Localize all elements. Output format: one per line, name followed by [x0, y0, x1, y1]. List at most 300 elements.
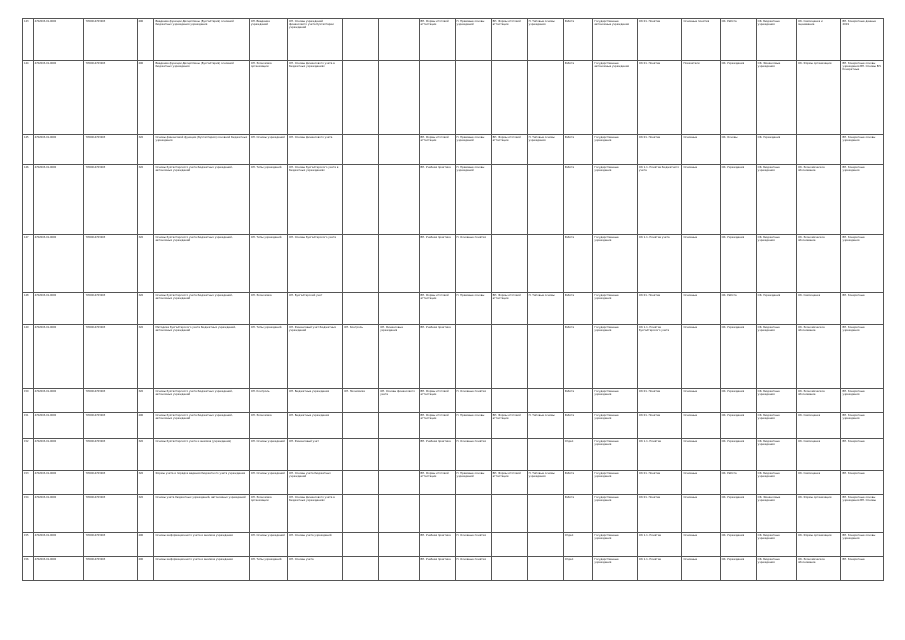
table-cell-c19: ОК. Бюджетные учреждения — [756, 533, 796, 557]
table-cell-no: 146 — [23, 165, 34, 235]
table-cell-c13 — [527, 165, 563, 235]
table-cell-hours: 496 — [137, 19, 154, 61]
table-cell-c12 — [491, 495, 527, 533]
table-cell-c7: ОП. Основы учета бюджетных учреждений — [288, 471, 343, 495]
table-row — [23, 495, 884, 533]
table-cell-c11: П. Правовые основы учреждений — [455, 135, 491, 165]
table-cell-c18: ОК. Учреждения — [720, 533, 756, 557]
table-cell-c14: Отдел — [563, 533, 593, 557]
table-cell-c7: ОП. Бухгалтерский учет — [288, 293, 343, 325]
table-cell-c18: ОК. Учреждения — [720, 235, 756, 293]
table-cell-c9 — [379, 135, 419, 165]
table-cell-c17: Основные — [682, 235, 720, 293]
table-cell-c19: ОК. Учреждения — [756, 293, 796, 325]
table-cell-c15: Государственные автономные учреждения — [593, 19, 638, 61]
table-cell-c14: Работа — [563, 165, 593, 235]
table-cell-c8 — [343, 471, 379, 495]
table-cell-code_b: 7050014703003 — [84, 533, 137, 557]
table-cell-no: 150 — [23, 389, 34, 413]
table-cell-c19: ОК. Бюджетные учреждения — [756, 235, 796, 293]
table-cell-c13 — [527, 533, 563, 557]
table-cell-no: 143 — [23, 19, 34, 61]
table-cell-name: Основы учета бюджетных учреждений, автономных учреждений — [154, 495, 249, 533]
table-cell-c17: Основные — [682, 471, 720, 495]
table-cell-c16: ОК 01. Понятие — [637, 293, 682, 325]
table-cell-c17: Основные понятия — [682, 19, 720, 61]
table-cell-c18: ОК. Работа — [720, 471, 756, 495]
table-cell-c6: ОП. Типы учреждений — [249, 557, 287, 581]
table-cell-c7: ОП. Бюджетные учреждения — [288, 413, 343, 439]
table-cell-hours: 496 — [137, 413, 154, 439]
table-cell-code_a: 4702003-01-0000 — [33, 19, 84, 61]
table-cell-c10: ВП. Формы итоговой аттестации — [419, 471, 455, 495]
table-cell-c21: ВП. Конкретные учреждения — [841, 235, 884, 293]
table-cell-name: Основы бухгалтерского учета бюджетных учреждений, автономных учреждений — [154, 389, 249, 413]
table-cell-c10: ВП. Формы итоговой аттестации — [419, 135, 455, 165]
table-cell-c8: ОП. Контроль — [343, 325, 379, 389]
table-cell-c8 — [343, 19, 379, 61]
table-cell-c18: ОК. Учреждения — [720, 495, 756, 533]
registry-sheet — [22, 18, 884, 581]
table-cell-no: 155 — [23, 533, 34, 557]
table-cell-c19: ОК. Финансовые учреждения — [756, 61, 796, 135]
table-cell-c18: ОК. Учреждения — [720, 325, 756, 389]
table-cell-c15: Государственные учреждения — [593, 135, 638, 165]
table-cell-c10: ВП. Формы итоговой аттестации — [419, 19, 455, 61]
table-cell-no: 151 — [23, 413, 34, 439]
table-cell-no: 148 — [23, 293, 34, 325]
table-cell-c9 — [379, 533, 419, 557]
table-cell-c6: ОП. Основы учреждений — [249, 135, 287, 165]
table-cell-code_b: 7050014703003 — [84, 165, 137, 235]
table-cell-c17: Основные — [682, 389, 720, 413]
table-cell-code_b: 7050014703003 — [84, 389, 137, 413]
table-cell-c12 — [491, 557, 527, 581]
table-cell-c21: ВП. Конкретные — [841, 439, 884, 471]
table-cell-code_b: 7050014703003 — [84, 235, 137, 293]
table-cell-c8: ОП. Экономика — [343, 389, 379, 413]
table-cell-c11: П. Правовые основы учреждений — [455, 165, 491, 235]
table-row — [23, 19, 884, 61]
table-cell-c17: Основные — [682, 135, 720, 165]
table-cell-c20: ОК. Формы организации — [796, 61, 841, 135]
table-cell-c14: Работа — [563, 325, 593, 389]
table-cell-name: Введение функции Дисциплины (Бухгалтерия) основной бюджетных учреждения — [154, 61, 249, 135]
table-cell-code_a: 4702003-01-0000 — [33, 389, 84, 413]
table-cell-c18: ОК. Учреждения — [720, 439, 756, 471]
table-cell-c16: ОК 1.1. Понятие учета — [637, 235, 682, 293]
table-cell-hours: 496 — [137, 533, 154, 557]
table-cell-c17: Показатели — [682, 61, 720, 135]
table-cell-c19: ОК. Финансовые учреждения — [756, 495, 796, 533]
table-cell-c13: П. Типовые основы учреждения — [527, 471, 563, 495]
table-cell-c6: ОП. Типы учреждений — [249, 235, 287, 293]
table-row — [23, 235, 884, 293]
table-cell-c16: ОК 01. Понятие — [637, 413, 682, 439]
table-cell-hours: 326 — [137, 235, 154, 293]
table-cell-c19: ОК. Бюджетные учреждения — [756, 413, 796, 439]
table-cell-code_b: 7050014703003 — [84, 439, 137, 471]
table-cell-c7: ОП. Основы бухгалтерского учета — [288, 235, 343, 293]
table-cell-c16: ОК 1.1. Понятие — [637, 557, 682, 581]
table-cell-c15: Государственные автономные учреждения — [593, 61, 638, 135]
table-row — [23, 135, 884, 165]
table-cell-c15: Государственные учреждения — [593, 471, 638, 495]
table-cell-name: Формы учета и порядок ведения бюджетного учета учреждения — [154, 471, 249, 495]
table-cell-c21: ВП. Конкретные — [841, 471, 884, 495]
table-cell-c18: ОК. Учреждения — [720, 165, 756, 235]
table-cell-c8 — [343, 293, 379, 325]
table-cell-c7: ОП. Основы финансового учета в бюджетных учреждениях — [288, 495, 343, 533]
table-cell-c17: Основные — [682, 495, 720, 533]
table-cell-code_b: 7050014703003 — [84, 19, 137, 61]
table-cell-c6: ОП. Экономика — [249, 293, 287, 325]
table-cell-c6: ОП. Экономика организации — [249, 495, 287, 533]
table-cell-c14: Работа — [563, 235, 593, 293]
table-cell-c21: ВП. Конкретные учреждения — [841, 325, 884, 389]
table-cell-c19: ОК. Бюджетные учреждения — [756, 557, 796, 581]
table-cell-hours: 326 — [137, 495, 154, 533]
table-cell-code_a: 4702003-01-0000 — [33, 235, 84, 293]
table-cell-no: 152 — [23, 439, 34, 471]
table-cell-c9 — [379, 413, 419, 439]
table-cell-c19: ОК. Бюджетные учреждения — [756, 165, 796, 235]
table-cell-c18: ОК. Работа — [720, 293, 756, 325]
table-cell-c13 — [527, 495, 563, 533]
table-row — [23, 557, 884, 581]
table-cell-c12 — [491, 533, 527, 557]
table-cell-c13 — [527, 61, 563, 135]
table-cell-c13: П. Типовые основы учреждения — [527, 135, 563, 165]
table-cell-code_b: 7050014703003 — [84, 325, 137, 389]
table-cell-c16: ОК 1.1. Понятие — [637, 533, 682, 557]
table-cell-c20 — [796, 135, 841, 165]
table-cell-c9 — [379, 557, 419, 581]
table-cell-c18: ОК. Учреждения — [720, 61, 756, 135]
table-cell-c15: Государственные учреждения — [593, 165, 638, 235]
table-cell-hours: 326 — [137, 293, 154, 325]
table-cell-c18: ОК. Работа — [720, 19, 756, 61]
table-cell-c12 — [491, 165, 527, 235]
table-cell-c6: ОП. Основы учреждений — [249, 471, 287, 495]
table-cell-c16: ОК 1.1. Понятие — [637, 439, 682, 471]
table-cell-c13 — [527, 235, 563, 293]
table-cell-c14: Отдел — [563, 439, 593, 471]
table-cell-c11: П. Основные понятия — [455, 235, 491, 293]
table-cell-c10: ВП. Формы итоговой аттестации — [419, 413, 455, 439]
table-cell-code_a: 4702003-01-0000 — [33, 413, 84, 439]
table-cell-c11: П. Правовые основы — [455, 413, 491, 439]
table-row — [23, 325, 884, 389]
table-cell-name: Основы финансовой функции (Бухгалтерия) основной бюджетных учреждения — [154, 135, 249, 165]
table-row — [23, 439, 884, 471]
table-cell-code_a: 4702003-01-0000 — [33, 439, 84, 471]
table-cell-c19: ОК. Бюджетные учреждения — [756, 439, 796, 471]
table-cell-c15: Государственные учреждения — [593, 557, 638, 581]
table-cell-c10: ВП. Учебная практика — [419, 557, 455, 581]
table-cell-c12 — [491, 439, 527, 471]
table-cell-code_b: 7050014703003 — [84, 495, 137, 533]
table-cell-c21: ВП. Конкретные основы учреждения — [841, 533, 884, 557]
table-cell-c21: ВП. Конкретные — [841, 557, 884, 581]
table-cell-c18: ОК. Учреждения — [720, 413, 756, 439]
table-cell-no: 156 — [23, 557, 34, 581]
table-cell-no: 149 — [23, 325, 34, 389]
table-cell-c11 — [455, 325, 491, 389]
table-cell-c8 — [343, 439, 379, 471]
table-cell-c11: П. Правовые основы — [455, 293, 491, 325]
table-cell-hours: 326 — [137, 165, 154, 235]
table-row — [23, 471, 884, 495]
table-cell-code_a: 4702003-01-0000 — [33, 61, 84, 135]
table-cell-c12: ВП. Формы итоговой аттестации — [491, 413, 527, 439]
table-cell-c12 — [491, 235, 527, 293]
table-cell-c13 — [527, 557, 563, 581]
table-cell-c10: ВП. Учебная практика — [419, 439, 455, 471]
table-cell-code_b: 7050014703003 — [84, 413, 137, 439]
table-cell-c20: ОК. Экономическое обоснование — [796, 557, 841, 581]
table-cell-c7: ОП. Финансовый учет — [288, 439, 343, 471]
registry-rows — [23, 19, 884, 581]
table-cell-c11: П. Основные понятия — [455, 557, 491, 581]
table-cell-c6: ОП. Типы учреждений — [249, 165, 287, 235]
table-cell-c21: ВП. Конкретные основы учреждения ВП. Основы — [841, 495, 884, 533]
table-cell-c10: ВП. Учебная практика — [419, 235, 455, 293]
table-cell-c14: Работа — [563, 413, 593, 439]
table-cell-c18: ОК. Учреждения — [720, 557, 756, 581]
table-cell-c10: ВП. Учебная практика — [419, 533, 455, 557]
table-cell-c14: Работа — [563, 293, 593, 325]
table-cell-c9 — [379, 495, 419, 533]
table-cell-c11: П. Основные понятия — [455, 533, 491, 557]
table-cell-c20: ОК. Экономическое обоснование — [796, 325, 841, 389]
table-cell-c20: ОК. Формы организации — [796, 533, 841, 557]
table-cell-hours: 496 — [137, 61, 154, 135]
table-cell-c7: ОП. Основы финансового учета в бюджетных учреждениях — [288, 61, 343, 135]
table-cell-c21: ВП. Конкретные основы учреждения — [841, 135, 884, 165]
table-cell-name: Введение функции Дисциплины (Бухгалтерия) основной бюджетных учреждения учреждения — [154, 19, 249, 61]
table-cell-c7: ОП. Основы учета — [288, 557, 343, 581]
table-cell-c21: ВП. Конкретные учреждения — [841, 165, 884, 235]
table-cell-code_b: 7050014703003 — [84, 471, 137, 495]
table-cell-c12 — [491, 389, 527, 413]
table-cell-c6: ОП. Основы учреждений — [249, 439, 287, 471]
table-cell-code_b: 7050014703003 — [84, 61, 137, 135]
table-cell-hours: 496 — [137, 557, 154, 581]
table-cell-c14: Работа — [563, 61, 593, 135]
table-cell-c16: ОК 1.1. Понятие бухгалтерского учета — [637, 325, 682, 389]
registry-table — [22, 18, 884, 581]
table-cell-name: Основы бухгалтерского учета бюджетных учреждений, автономных учреждений — [154, 165, 249, 235]
table-cell-no: 147 — [23, 235, 34, 293]
table-cell-c14: Работа — [563, 135, 593, 165]
table-cell-c10: ВП. Учебная практика — [419, 325, 455, 389]
table-cell-c12: ВП. Формы итоговой аттестации — [491, 471, 527, 495]
table-cell-c8 — [343, 413, 379, 439]
table-cell-no: 145 — [23, 135, 34, 165]
table-cell-c21: ВП. Конкретные учреждения — [841, 413, 884, 439]
table-cell-c14: Работа — [563, 471, 593, 495]
table-cell-c9 — [379, 439, 419, 471]
table-cell-c14: Отдел — [563, 557, 593, 581]
table-cell-c14: Работа — [563, 19, 593, 61]
table-cell-c9 — [379, 471, 419, 495]
table-cell-code_a: 4702003-01-0000 — [33, 557, 84, 581]
table-cell-c9 — [379, 61, 419, 135]
table-cell-c10: ВП. Формы итоговой аттестации — [419, 389, 455, 413]
table-cell-c21: ВП. Конкретные учреждения — [841, 389, 884, 413]
table-cell-c19: ОК. Бюджетные учреждения — [756, 325, 796, 389]
table-cell-c7: ОП. Финансовый учет бюджетных учреждений — [288, 325, 343, 389]
table-cell-c21: ВП. Конкретные — [841, 293, 884, 325]
table-cell-c11 — [455, 61, 491, 135]
table-cell-c13 — [527, 389, 563, 413]
table-cell-code_b: 7050014703003 — [84, 293, 137, 325]
table-cell-c15: Государственные учреждения — [593, 293, 638, 325]
table-cell-name: Основы бухгалтерского учета бюджетных учреждений, автономных учреждений — [154, 235, 249, 293]
table-cell-c10: ВП. Формы итоговой аттестации — [419, 293, 455, 325]
table-cell-c19: ОК. Учреждения — [756, 135, 796, 165]
table-cell-c7: ОП. Бюджетные учреждения — [288, 389, 343, 413]
table-cell-c21: ВП. Конкретные основы учреждения ВП. Основы ВП. Конкретные — [841, 61, 884, 135]
table-cell-c17: Основные — [682, 293, 720, 325]
table-row — [23, 533, 884, 557]
table-cell-c12: ВП. Формы итоговой аттестации — [491, 19, 527, 61]
table-cell-c20: ОК. Экономическое обоснование — [796, 235, 841, 293]
table-cell-hours: 326 — [137, 471, 154, 495]
table-cell-c10 — [419, 495, 455, 533]
table-cell-c15: Государственные учреждения — [593, 235, 638, 293]
table-cell-c16: ОК 01. Понятие — [637, 471, 682, 495]
table-row — [23, 61, 884, 135]
table-cell-c20: ОК. Экономическое обоснование — [796, 165, 841, 235]
table-cell-name: Основы бухгалтерского учета бюджетных учреждений, автономных учреждений — [154, 413, 249, 439]
table-cell-c6: ОП. Основы учреждений — [249, 533, 287, 557]
table-cell-c13: П. Типовые основы — [527, 413, 563, 439]
table-cell-c6: ОП. Экономика — [249, 413, 287, 439]
table-cell-code_a: 4702003-01-0000 — [33, 325, 84, 389]
table-cell-c20: ОК. Самооценка и оценивание — [796, 19, 841, 61]
table-cell-c12 — [491, 61, 527, 135]
table-cell-hours: 326 — [137, 325, 154, 389]
table-cell-c20: ОК. Самооценка — [796, 413, 841, 439]
table-cell-c20: ОК. Формы организации — [796, 495, 841, 533]
table-cell-c14: Работа — [563, 495, 593, 533]
table-cell-name: Основы информационного учета и анализа учреждения — [154, 557, 249, 581]
table-cell-c7: ОП. Основы бухгалтерского учета в бюджетных учреждениях — [288, 165, 343, 235]
table-row — [23, 165, 884, 235]
table-cell-code_b: 7050014703003 — [84, 557, 137, 581]
table-cell-c16: ОК 01. Понятие — [637, 135, 682, 165]
table-cell-c6: ОП. Экономика организации — [249, 61, 287, 135]
table-cell-no: 144 — [23, 61, 34, 135]
table-cell-c12: ВП. Формы итоговой аттестации — [491, 135, 527, 165]
table-cell-c15: Государственные учреждения — [593, 439, 638, 471]
table-cell-c8 — [343, 495, 379, 533]
table-cell-c17: Основные — [682, 413, 720, 439]
table-cell-c18: ОК. Основы — [720, 135, 756, 165]
table-cell-hours: 326 — [137, 135, 154, 165]
table-cell-code_a: 4702003-01-0000 — [33, 533, 84, 557]
table-cell-name: Методика бухгалтерского учета бюджетных учреждений, автономных учреждений — [154, 325, 249, 389]
table-row — [23, 293, 884, 325]
table-row — [23, 413, 884, 439]
table-cell-c8 — [343, 557, 379, 581]
table-cell-c17: Основные — [682, 439, 720, 471]
table-cell-c15: Государственные учреждения — [593, 533, 638, 557]
table-cell-c20: ОК. Самооценка — [796, 471, 841, 495]
table-cell-c20: ОК. Самооценка — [796, 293, 841, 325]
table-cell-c10: ВП. Учебная практика — [419, 165, 455, 235]
table-cell-c17: Основные — [682, 557, 720, 581]
table-cell-c7: ОП. Основы финансового учета — [288, 135, 343, 165]
table-cell-code_a: 4702003-01-0000 — [33, 495, 84, 533]
table-cell-c16: ОК 01. Понятие — [637, 61, 682, 135]
table-row — [23, 389, 884, 413]
table-cell-c17: Основные — [682, 533, 720, 557]
table-cell-c15: Государственные учреждения — [593, 413, 638, 439]
table-cell-no: 153 — [23, 471, 34, 495]
table-cell-name: Основы бухгалтерского учета бюджетных учреждений, автономных учреждений — [154, 293, 249, 325]
table-cell-c7: ОП. Основы учета учреждений — [288, 533, 343, 557]
table-cell-c16: ОК 01. Понятие — [637, 19, 682, 61]
table-cell-c19: ОК. Бюджетные учреждения — [756, 389, 796, 413]
table-cell-c17: Основные — [682, 165, 720, 235]
table-cell-c11: П. Основные понятия — [455, 389, 491, 413]
table-cell-c13 — [527, 325, 563, 389]
table-cell-c13: П. Типовые основы — [527, 293, 563, 325]
table-cell-name: Основы информационного учета и анализа учреждения — [154, 533, 249, 557]
table-cell-c21: ВП. Конкретные данные 2019 — [841, 19, 884, 61]
table-cell-hours: 326 — [137, 389, 154, 413]
table-cell-c17: Основные — [682, 325, 720, 389]
table-cell-c9: ОП. Финансовые учреждения — [379, 325, 419, 389]
table-cell-c13: П. Типовые основы учреждения — [527, 19, 563, 61]
table-cell-c16: ОК 01. Понятие — [637, 389, 682, 413]
table-cell-code_a: 4702003-01-0000 — [33, 293, 84, 325]
table-cell-code_a: 4702003-01-0000 — [33, 471, 84, 495]
table-cell-c8 — [343, 235, 379, 293]
table-cell-c9 — [379, 235, 419, 293]
table-cell-c15: Государственные учреждения — [593, 495, 638, 533]
table-cell-c7: ОП. Основы учреждений финансового учета бухгалтерии учреждений — [288, 19, 343, 61]
table-cell-c20: ОК. Самооценка — [796, 439, 841, 471]
table-cell-c19: ОК. Бюджетные учреждения — [756, 19, 796, 61]
table-cell-c10 — [419, 61, 455, 135]
table-cell-name: Основы бухгалтерского учета и анализа (учреждения) — [154, 439, 249, 471]
table-cell-c19: ОК. Бюджетные учреждения — [756, 471, 796, 495]
table-cell-c16: ОК 01. Понятие — [637, 495, 682, 533]
table-cell-c8 — [343, 165, 379, 235]
table-cell-c8 — [343, 135, 379, 165]
table-cell-c15: Государственные учреждения — [593, 389, 638, 413]
table-cell-c11: П. Правовые основы учреждений — [455, 19, 491, 61]
table-cell-code_b: 7050014703003 — [84, 135, 137, 165]
table-cell-c6: ОП. Введение учреждений — [249, 19, 287, 61]
table-cell-c6: ОП. Типы учреждений — [249, 325, 287, 389]
table-cell-code_a: 4702003-01-0000 — [33, 165, 84, 235]
table-cell-c11 — [455, 495, 491, 533]
table-cell-no: 154 — [23, 495, 34, 533]
table-cell-c15: Государственные учреждения — [593, 325, 638, 389]
table-cell-c9: ОП. Основы финансового учета — [379, 389, 419, 413]
table-cell-hours: 326 — [137, 439, 154, 471]
table-cell-c9 — [379, 293, 419, 325]
table-cell-c6: ОП. Контроль — [249, 389, 287, 413]
table-cell-c12: ВП. Формы итоговой аттестации — [491, 293, 527, 325]
table-cell-c9 — [379, 165, 419, 235]
table-cell-c11: П. Правовые основы учреждений — [455, 471, 491, 495]
